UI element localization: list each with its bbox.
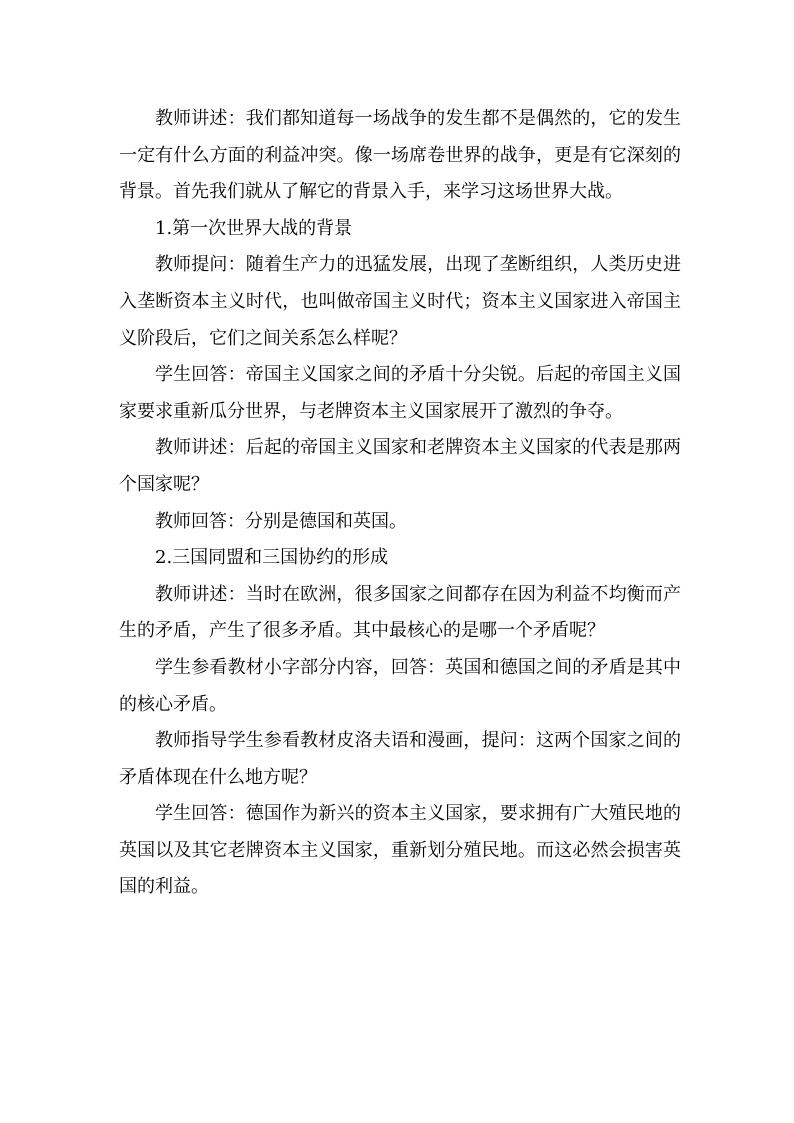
paragraph-teacher-answer: 教师回答：分别是德国和英国。: [155, 510, 407, 532]
paragraph-teacher-guidance: 教师指导学生参看教材皮洛夫语和漫画，提问：这两个国家之间的矛盾体现在什么地方呢？: [119, 730, 681, 788]
paragraph-teacher-statement-3: 教师讲述：当时在欧洲，很多国家之间都存在因为利益不均衡而产生的矛盾，产生了很多矛盾。其中最核心的是哪一个矛盾呢？: [119, 583, 681, 642]
paragraph-student-answer-3: 学生回答：德国作为新兴的资本主义国家，要求拥有广大殖民地的英国以及其它老牌资本主义国家，重新划分殖民地。而这必然会损害英国的利益。: [119, 803, 681, 898]
paragraph-intro: 教师讲述：我们都知道每一场战争的发生都不是偶然的，它的发生一定有什么方面的利益冲突。像一场席卷世界的战争，更是有它深刻的背景。首先我们就从了解它的背景入手，来学习这场世界大战。: [119, 108, 681, 203]
document-page: [119, 101, 681, 906]
paragraph-student-answer-2: 学生参看教材小字部分内容，回答：英国和德国之间的矛盾是其中的核心矛盾。: [119, 656, 681, 715]
paragraph-teacher-question-1: 教师提问：随着生产力的迅猛发展，出现了垄断组织，人类历史进入垄断资本主义时代，也叫做帝国主义时代；资本主义国家进入帝国主义阶段后，它们之间关系怎么样呢？: [119, 254, 681, 349]
section-heading-background: 1.第一次世界大战的背景: [155, 217, 353, 239]
paragraph-teacher-statement-2: 教师讲述：后起的帝国主义国家和老牌资本主义国家的代表是那两个国家呢？: [119, 437, 681, 495]
paragraph-student-answer-1: 学生回答：帝国主义国家之间的矛盾十分尖锐。后起的帝国主义国家要求重新瓜分世界，与老牌资本主义国家展开了激烈的争夺。: [119, 364, 681, 422]
section-heading-alliances: 2.三国同盟和三国协约的形成: [155, 547, 389, 569]
